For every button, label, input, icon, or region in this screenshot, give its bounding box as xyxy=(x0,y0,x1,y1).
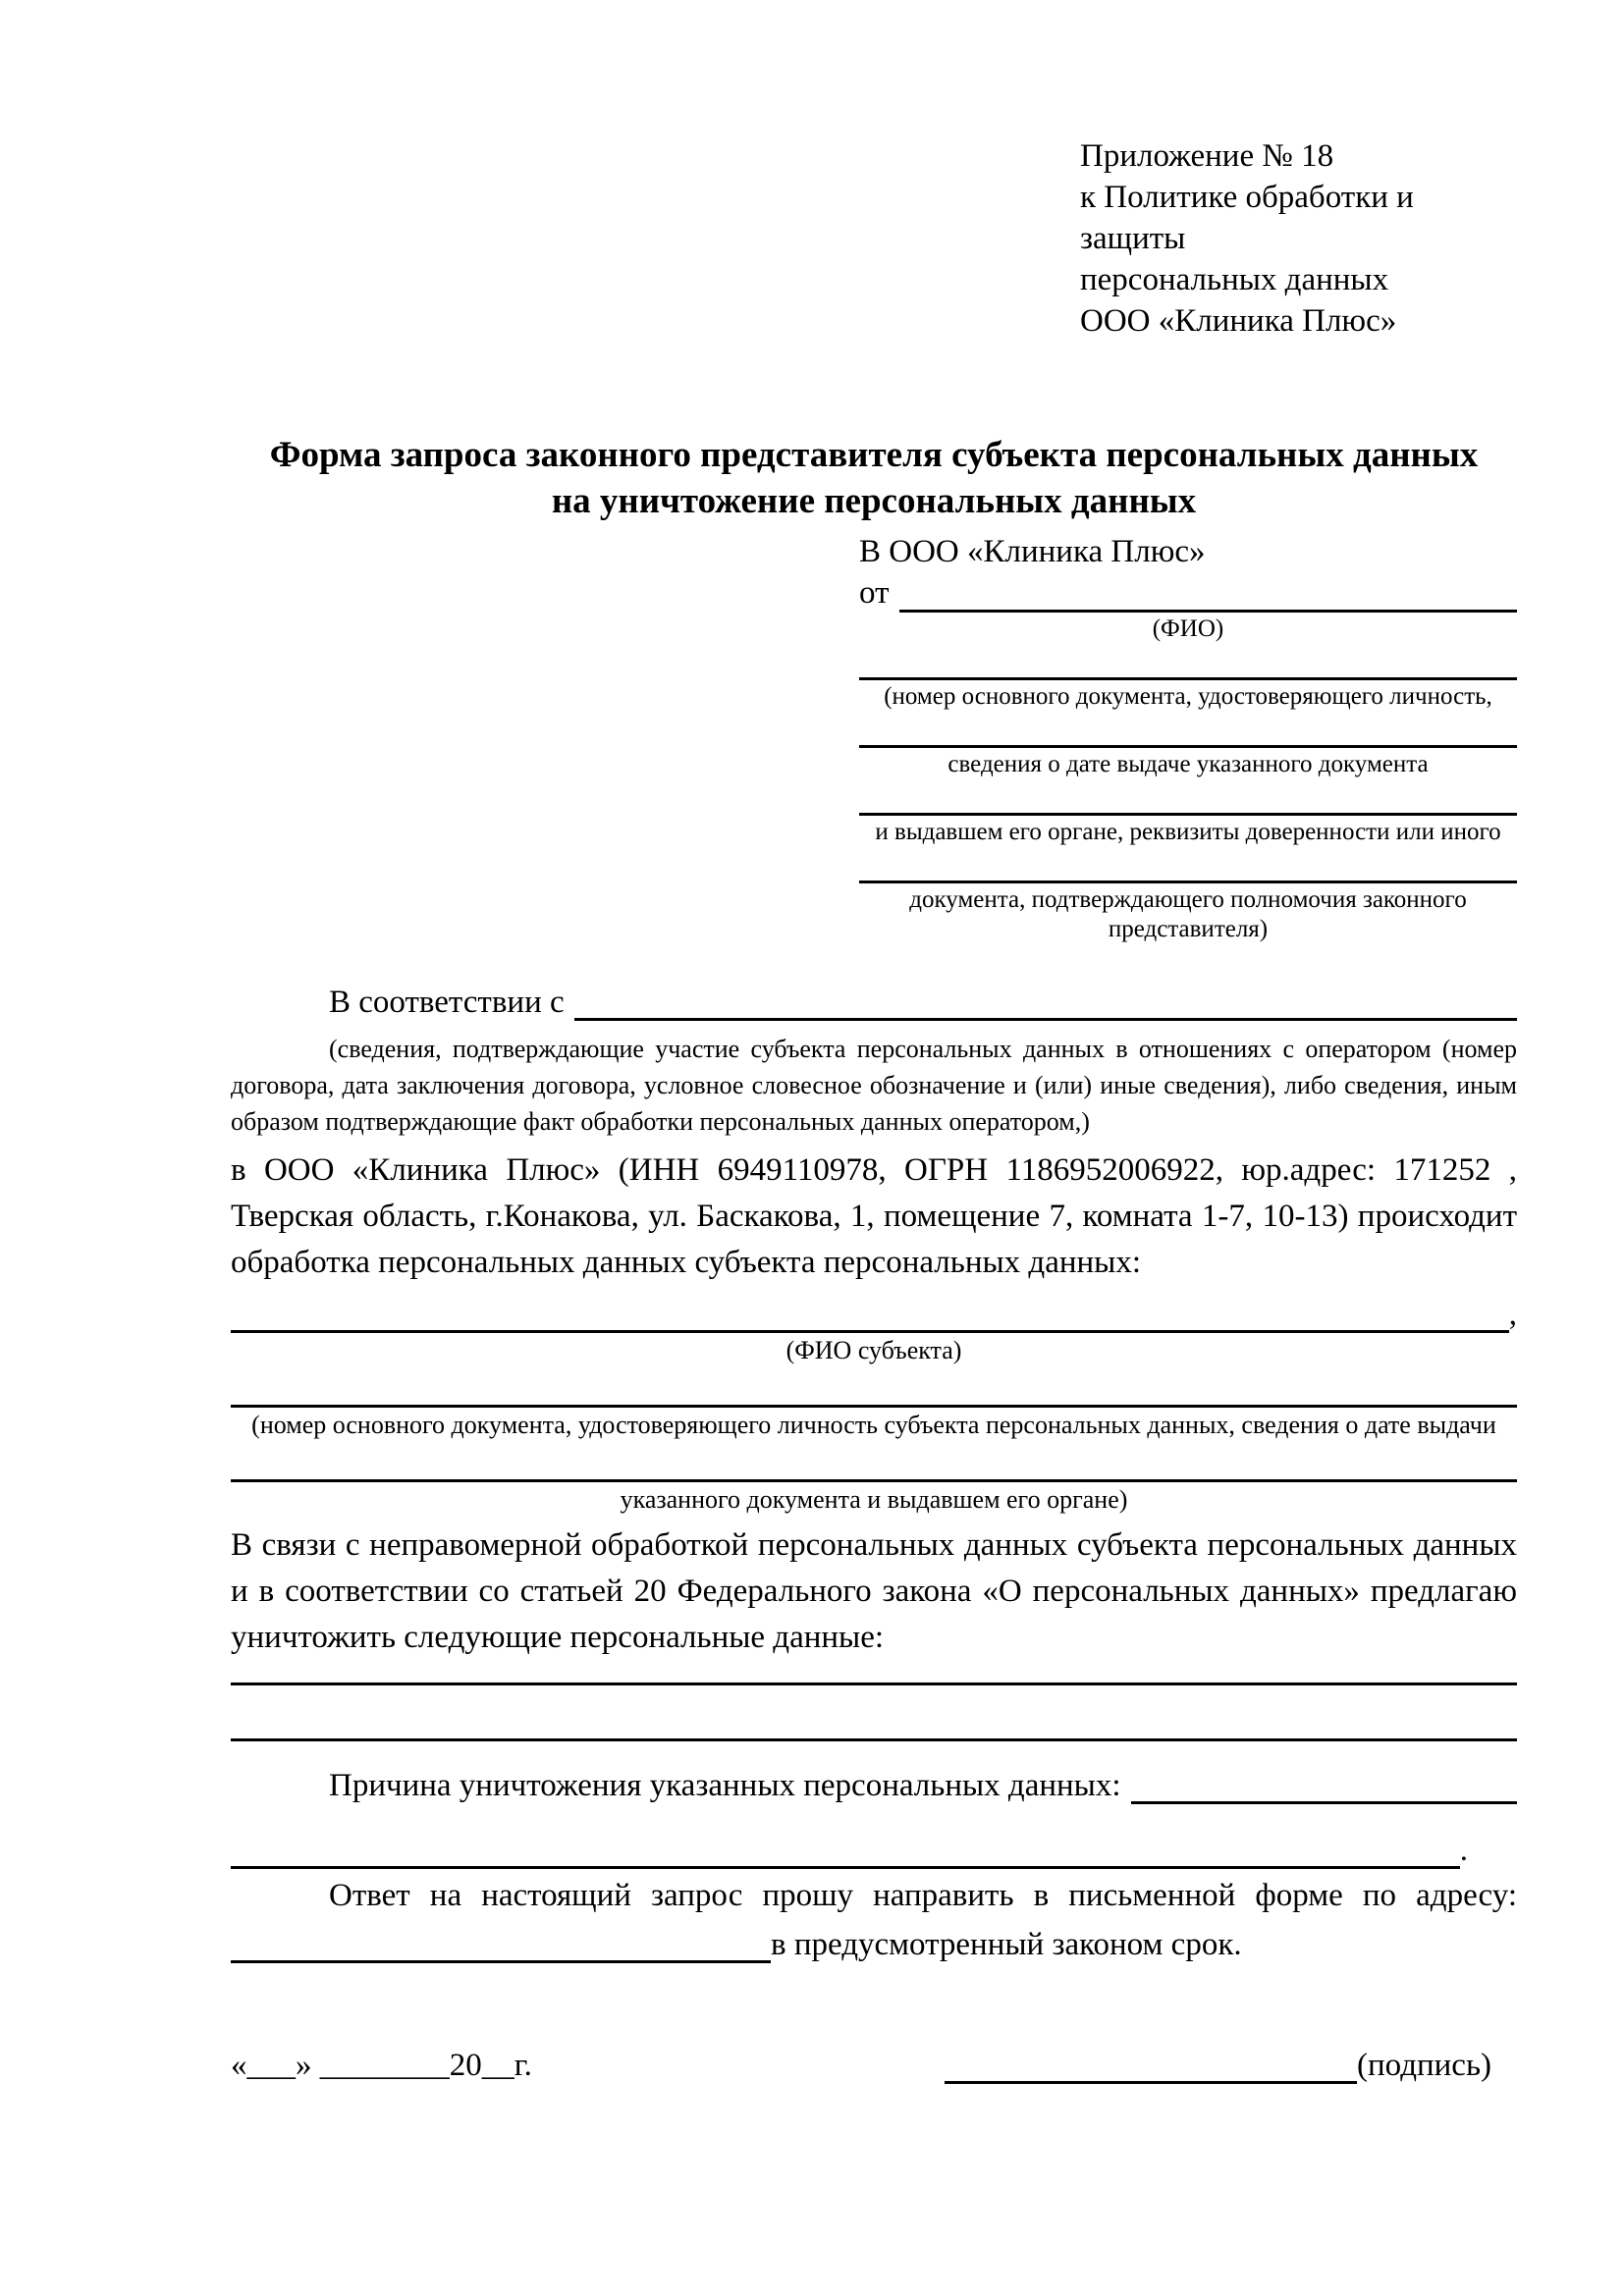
appendix-header xyxy=(1080,135,1517,342)
representative-doc-caption-3: и выдавшем его органе, реквизиты доверенности или иного xyxy=(875,819,1501,845)
subject-fio-comma: , xyxy=(1508,1297,1517,1332)
accordance-lead: В соответствии с xyxy=(329,985,565,1020)
date-blank[interactable]: «___» ________20__г. xyxy=(231,2048,532,2083)
addressee-block xyxy=(859,532,1517,944)
accordance-basis-line[interactable] xyxy=(574,1018,1517,1021)
reason-continuation-row xyxy=(231,1830,1468,1869)
appendix-policy-line2: персональных данных xyxy=(1080,262,1389,297)
demand-paragraph: В связи с неправомерной обработкой персональных данных субъекта персональных данных и в соответствии со статьей 20 Федерального закона «О персональных данных» предлагаю уничтожить следующие персональные данные: xyxy=(231,1527,1517,1655)
reply-address-line[interactable] xyxy=(231,1960,771,1963)
representative-doc-caption-1: (номер основного документа, удостоверяющего личность, xyxy=(884,683,1492,710)
reason-line[interactable] xyxy=(1131,1801,1517,1804)
representative-doc-line-3[interactable] xyxy=(859,813,1517,816)
representative-doc-caption-4: документа, подтверждающего полномочия законного представителя) xyxy=(909,886,1467,942)
accordance-note: (сведения, подтверждающие участие субъекта персональных данных в отношениях с оператором (номер договора, дата заключения договора, условное словесное обозначение и (или) иные сведения), либо сведения, иным образом подтверждающие факт обработки персональных данных оператором,) xyxy=(231,1035,1517,1136)
subject-doc-line-1[interactable] xyxy=(231,1405,1517,1408)
document-title xyxy=(231,432,1517,524)
signature-caption: (подпись) xyxy=(1357,2048,1491,2083)
reason-label: Причина уничтожения указанных персональных данных: xyxy=(329,1768,1121,1803)
subject-doc-caption-1: (номер основного документа, удостоверяющего личность субъекта персональных данных, сведения о дате выдачи xyxy=(251,1411,1496,1439)
data-to-destroy-line-2[interactable] xyxy=(231,1738,1517,1741)
reply-tail: в предусмотренный законом срок. xyxy=(771,1927,1242,1962)
reply-lead: Ответ на настоящий запрос прошу направить в письменной форме по адресу: xyxy=(329,1878,1517,1913)
appendix-company: ООО «Клиника Плюс» xyxy=(1080,303,1397,339)
representative-fio-line[interactable] xyxy=(899,610,1518,613)
representative-doc-line-1[interactable] xyxy=(859,677,1517,680)
reply-address-row xyxy=(231,1918,1517,1963)
accordance-row xyxy=(231,978,1517,1021)
reason-row xyxy=(231,1761,1517,1804)
subject-fio-row xyxy=(231,1294,1517,1333)
representative-doc-line-2[interactable] xyxy=(859,745,1517,748)
subject-doc-line-2[interactable] xyxy=(231,1479,1517,1482)
addressee-from-row xyxy=(859,571,1517,613)
representative-doc-line-4[interactable] xyxy=(859,881,1517,883)
fio-caption: (ФИО) xyxy=(1152,615,1224,642)
signature-group xyxy=(945,2048,1491,2084)
from-label: от xyxy=(859,575,890,611)
representative-doc-caption-2: сведения о дате выдаче указанного документа xyxy=(947,751,1429,777)
operator-paragraph: в ООО «Клиника Плюс» (ИНН 6949110978, ОГРН 1186952006922, юр.адрес: 171252 , Тверская область, г.Конакова, ул. Баскакова, 1, помещение 7, комната 1-7, 10-13) происходит обработка персональных данных субъекта персональных данных: xyxy=(231,1152,1517,1280)
appendix-policy-line1: к Политике обработки и защиты xyxy=(1080,180,1414,256)
appendix-number: Приложение № 18 xyxy=(1080,138,1334,174)
reason-line-2[interactable] xyxy=(231,1866,1460,1869)
reason-period: . xyxy=(1459,1833,1468,1868)
subject-fio-caption: (ФИО субъекта) xyxy=(785,1336,962,1364)
subject-doc-caption-2: указанного документа и выдавшем его органе) xyxy=(620,1485,1128,1514)
data-to-destroy-line-1[interactable] xyxy=(231,1682,1517,1685)
signature-line[interactable] xyxy=(945,2081,1357,2084)
document-title-line1: Форма запроса законного представителя субъекта персональных данных xyxy=(269,435,1479,475)
document-title-line2: на уничтожение персональных данных xyxy=(551,481,1197,521)
addressee-to: В ООО «Клиника Плюс» xyxy=(859,534,1206,569)
subject-fio-line[interactable] xyxy=(231,1330,1509,1333)
footer-row xyxy=(231,2048,1491,2084)
